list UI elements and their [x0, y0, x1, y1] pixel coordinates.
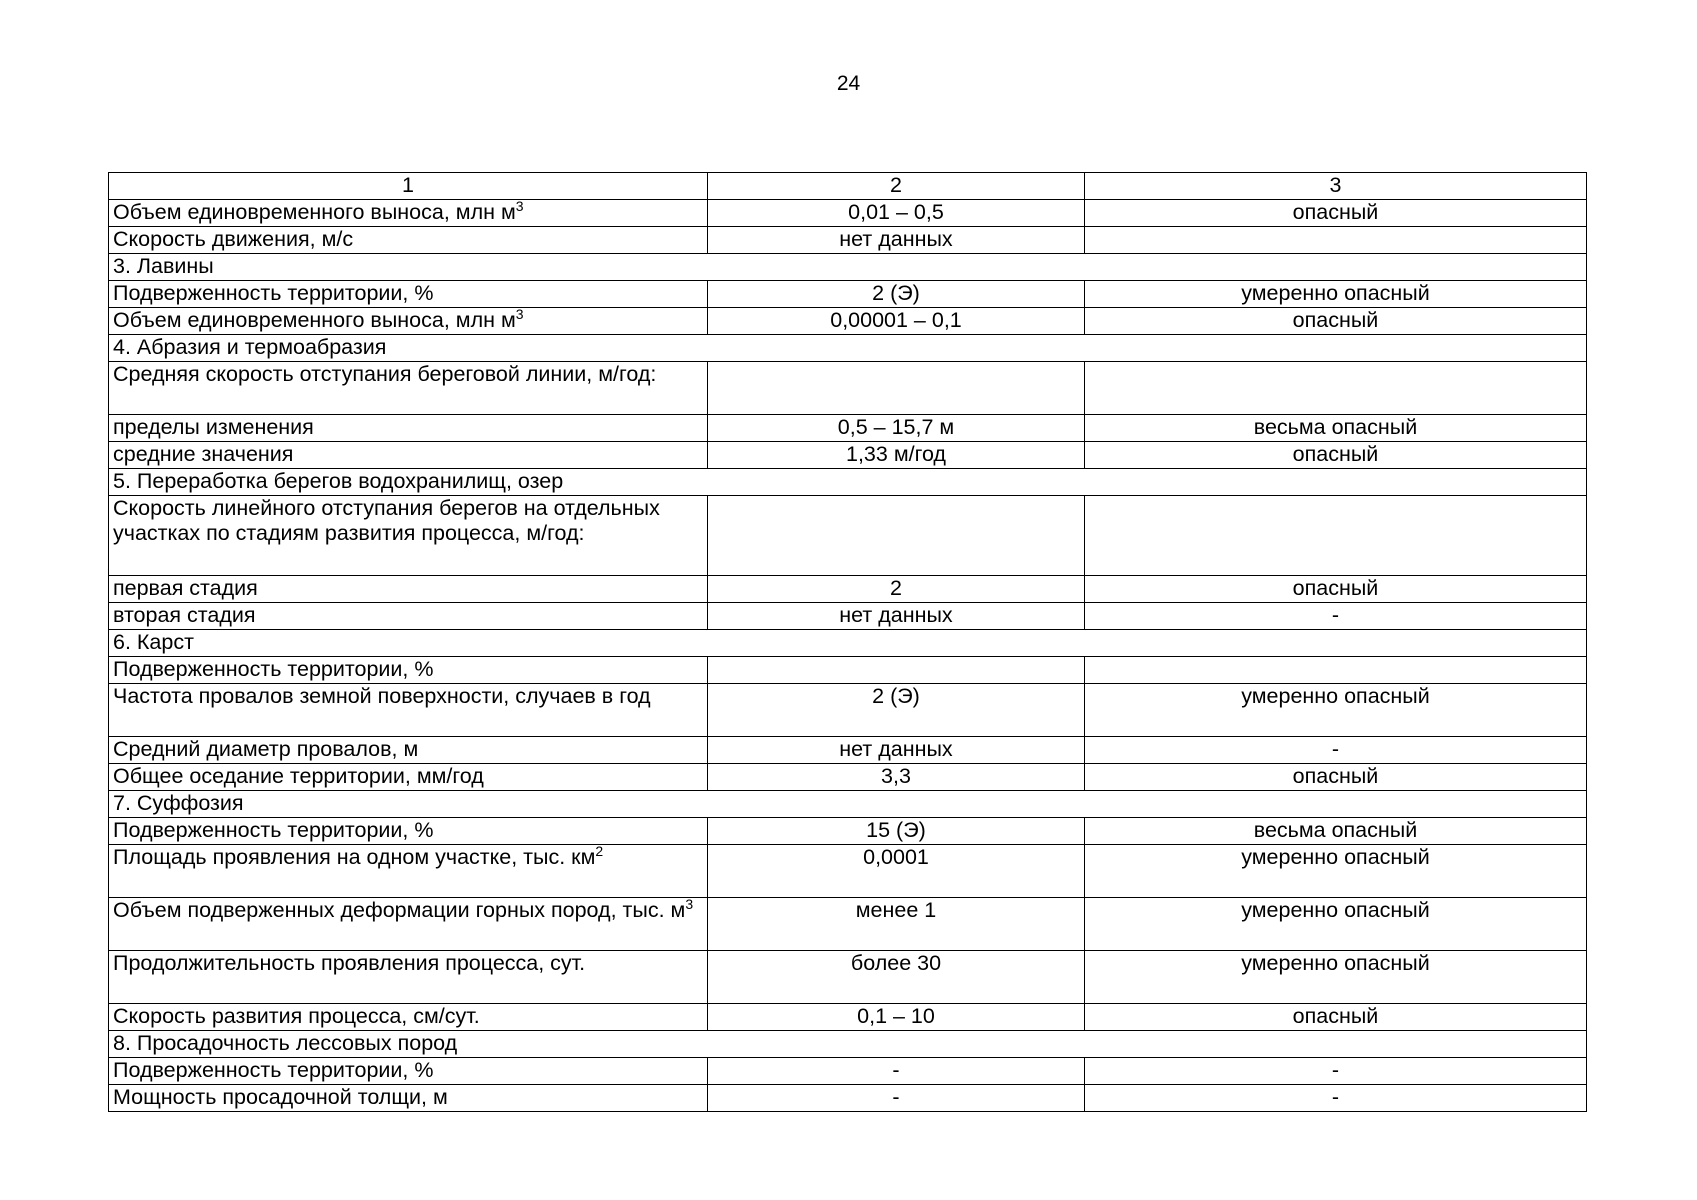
hazard-category-cell: умеренно опасный — [1085, 898, 1587, 951]
value-cell: более 30 — [708, 951, 1085, 1004]
parameter-label: Объем единовременного выноса, млн м — [113, 200, 516, 224]
value-cell: 0,5 – 15,7 м — [708, 415, 1085, 442]
parameter-label: Подверженность территории, % — [113, 281, 434, 305]
parameter-label: Частота провалов земной поверхности, случаев в год — [113, 684, 651, 708]
parameter-label: Мощность просадочной толщи, м — [113, 1085, 448, 1109]
hazard-category-cell: весьма опасный — [1085, 415, 1587, 442]
table-body — [109, 173, 1587, 1112]
hazard-category-cell — [1085, 657, 1587, 684]
table-row — [109, 1085, 1587, 1112]
hazard-category-cell: умеренно опасный — [1085, 845, 1587, 898]
parameter-cell — [109, 951, 708, 1004]
parameter-label: Общее оседание территории, мм/год — [113, 764, 484, 788]
parameter-cell — [109, 764, 708, 791]
table-row — [109, 898, 1587, 951]
parameter-cell — [109, 576, 708, 603]
value-cell — [708, 496, 1085, 576]
page-number: 24 — [836, 72, 861, 95]
table-row — [109, 845, 1587, 898]
table-row — [109, 603, 1587, 630]
parameter-label: Средняя скорость отступания береговой линии, м/год: — [113, 362, 657, 386]
value-cell: 15 (Э) — [708, 818, 1085, 845]
hazard-category-cell: опасный — [1085, 1004, 1587, 1031]
value-cell: 2 — [708, 576, 1085, 603]
table-row — [109, 576, 1587, 603]
table-row — [109, 818, 1587, 845]
parameter-cell — [109, 1085, 708, 1112]
section-row — [109, 630, 1587, 657]
hazard-category-cell: опасный — [1085, 764, 1587, 791]
value-cell: 3,3 — [708, 764, 1085, 791]
table-row — [109, 281, 1587, 308]
parameter-cell — [109, 1058, 708, 1085]
hazard-category-cell: умеренно опасный — [1085, 951, 1587, 1004]
parameter-label: Продолжительность проявления процесса, сут. — [113, 951, 586, 975]
parameter-cell — [109, 496, 708, 576]
parameter-cell — [109, 281, 708, 308]
unit-superscript: 3 — [515, 307, 524, 322]
section-row — [109, 469, 1587, 496]
section-title: 4. Абразия и термоабразия — [109, 335, 1587, 362]
section-row — [109, 335, 1587, 362]
table-row — [109, 657, 1587, 684]
table-row — [109, 200, 1587, 227]
section-title: 5. Переработка берегов водохранилищ, озер — [109, 469, 1587, 496]
parameter-cell — [109, 442, 708, 469]
hazard-category-cell: - — [1085, 737, 1587, 764]
hazard-category-cell: - — [1085, 603, 1587, 630]
table-row — [109, 684, 1587, 737]
value-cell: 2 (Э) — [708, 281, 1085, 308]
table-header-row — [109, 173, 1587, 200]
parameter-cell — [109, 200, 708, 227]
parameter-label: Скорость линейного отступания берегов на отдельных участках по стадиям развития процесса, м/год: — [113, 496, 660, 545]
value-cell: менее 1 — [708, 898, 1085, 951]
section-row — [109, 254, 1587, 281]
parameter-cell — [109, 1004, 708, 1031]
section-row — [109, 791, 1587, 818]
section-title: 8. Просадочность лессовых пород — [109, 1031, 1587, 1058]
parameter-label: Подверженность территории, % — [113, 657, 434, 681]
hazard-category-cell: умеренно опасный — [1085, 281, 1587, 308]
hazard-category-cell: - — [1085, 1058, 1587, 1085]
parameter-cell — [109, 362, 708, 415]
column-number-3: 3 — [1085, 173, 1587, 200]
parameter-label: первая стадия — [113, 576, 258, 600]
parameter-cell — [109, 308, 708, 335]
parameter-label: Скорость развития процесса, см/сут. — [113, 1004, 480, 1028]
value-cell: 0,01 – 0,5 — [708, 200, 1085, 227]
value-cell: 0,00001 – 0,1 — [708, 308, 1085, 335]
value-cell: нет данных — [708, 737, 1085, 764]
table-row — [109, 362, 1587, 415]
hazard-category-cell: опасный — [1085, 576, 1587, 603]
table-row — [109, 308, 1587, 335]
parameter-label: вторая стадия — [113, 603, 256, 627]
value-cell: 0,0001 — [708, 845, 1085, 898]
table-row — [109, 951, 1587, 1004]
table-row — [109, 764, 1587, 791]
value-cell: 2 (Э) — [708, 684, 1085, 737]
unit-superscript: 2 — [595, 844, 604, 859]
column-number-2: 2 — [708, 173, 1085, 200]
table-row — [109, 1058, 1587, 1085]
parameter-cell — [109, 684, 708, 737]
hazard-category-cell: умеренно опасный — [1085, 684, 1587, 737]
parameter-label: пределы изменения — [113, 415, 314, 439]
table-row — [109, 442, 1587, 469]
hazard-criteria-table — [108, 172, 1587, 1112]
parameter-cell — [109, 603, 708, 630]
hazard-category-cell: опасный — [1085, 308, 1587, 335]
value-cell: 1,33 м/год — [708, 442, 1085, 469]
section-row — [109, 1031, 1587, 1058]
hazard-category-cell — [1085, 362, 1587, 415]
value-cell — [708, 657, 1085, 684]
parameter-cell — [109, 737, 708, 764]
parameter-label: Площадь проявления на одном участке, тыс. км — [113, 845, 596, 869]
table-row — [109, 1004, 1587, 1031]
value-cell: нет данных — [708, 227, 1085, 254]
hazard-category-cell: опасный — [1085, 442, 1587, 469]
section-title: 6. Карст — [109, 630, 1587, 657]
parameter-cell — [109, 415, 708, 442]
parameter-cell — [109, 227, 708, 254]
parameter-label: Скорость движения, м/с — [113, 227, 354, 251]
hazard-category-cell: - — [1085, 1085, 1587, 1112]
table-row — [109, 415, 1587, 442]
hazard-category-cell — [1085, 227, 1587, 254]
table-row — [109, 737, 1587, 764]
section-title: 3. Лавины — [109, 254, 1587, 281]
parameter-cell — [109, 818, 708, 845]
value-cell: - — [708, 1058, 1085, 1085]
value-cell: 0,1 – 10 — [708, 1004, 1085, 1031]
value-cell: - — [708, 1085, 1085, 1112]
table-row — [109, 496, 1587, 576]
parameter-label: средние значения — [113, 442, 294, 466]
hazard-category-cell: весьма опасный — [1085, 818, 1587, 845]
value-cell — [708, 362, 1085, 415]
unit-superscript: 3 — [515, 199, 524, 214]
section-title: 7. Суффозия — [109, 791, 1587, 818]
parameter-label: Средний диаметр провалов, м — [113, 737, 419, 761]
parameter-cell — [109, 845, 708, 898]
parameter-cell — [109, 657, 708, 684]
parameter-label: Подверженность территории, % — [113, 1058, 434, 1082]
parameter-label: Подверженность территории, % — [113, 818, 434, 842]
hazard-category-cell — [1085, 496, 1587, 576]
column-number-1: 1 — [109, 173, 708, 200]
parameter-label: Объем единовременного выноса, млн м — [113, 308, 516, 332]
value-cell: нет данных — [708, 603, 1085, 630]
hazard-category-cell: опасный — [1085, 200, 1587, 227]
table-row — [109, 227, 1587, 254]
unit-superscript: 3 — [685, 897, 694, 912]
parameter-label: Объем подверженных деформации горных пород, тыс. м — [113, 898, 686, 922]
parameter-cell — [109, 898, 708, 951]
